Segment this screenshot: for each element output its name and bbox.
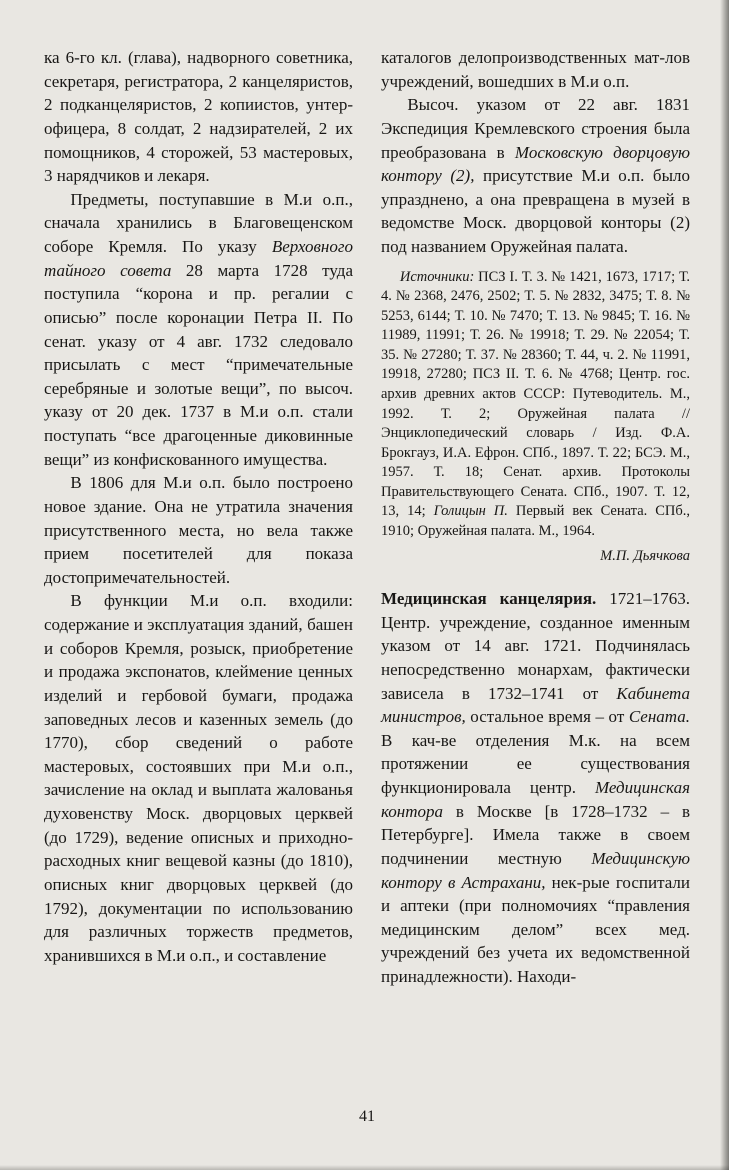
text-run: остальное время – от <box>465 707 629 727</box>
italic-run: Верховного тайного совета <box>44 237 353 280</box>
paragraph <box>44 589 353 967</box>
italic-run: Медицинскую контору в Астрахани, <box>381 848 690 892</box>
italic-run: Кабинета министров, <box>381 683 690 727</box>
paragraph <box>381 587 690 989</box>
text-run: В функции М.и о.п. входили: содержание и эксплуатация зданий, башен и соборов Кремля, розыск, приобретение и продажа экспонатов, клеймение ценных изделий и гербовой бумаги, продажа заповедных лесов и казенных земель (до 1770), сбор сведений о работе мастеровых, состоявших при М.и о.п., зачисление на оклад и выплата жалованья духовенству Моск. дворцовых церквей (до 1729), ведение описных и приходно-расходных книг вещевой казны (до 1810), описных книг дворцовых церквей (до 1792), документации по использованию для различных торжеств предметов, хранившихся в М.и о.п., и составление <box>44 591 353 965</box>
italic-run: Сената. <box>628 707 690 727</box>
paragraph <box>44 471 353 589</box>
text-run: В 1806 для М.и о.п. было построено новое здание. Она не утратила значения присутственного места, но вела также прием посетителей для показа достопримечательностей. <box>44 473 353 587</box>
text-run: 28 марта 1728 туда поступила “корона и пр. регалии с описью” после коронации Петра II. По сенат. указу от 4 авг. 1732 следовало присылать с мест “примечательные серебряные и золотые вещи”, по высоч. указу от 20 дек. 1737 в М.и о.п. стали поступать “все драгоценные диковинные вещи” из конфискованного имущества. <box>44 260 353 469</box>
italic-run: Голицын П. <box>433 503 508 520</box>
text-run: Высоч. указом от 22 авг. 1831 Экспедиция Кремлевского строения была преобразована в <box>381 95 690 162</box>
text-run: Предметы, поступавшие в М.и о.п., сначала хранились в Благовещенском соборе Кремля. По указу <box>44 189 353 256</box>
two-column-text-block <box>44 46 690 989</box>
column-right <box>381 46 690 989</box>
italic-run: Московскую дворцовую контору (2), <box>381 142 690 186</box>
italic-run: Источники: <box>399 268 475 285</box>
paragraph <box>381 268 690 542</box>
text-run: М.П. Дьячкова <box>600 547 690 564</box>
text-run: ка 6-го кл. (глава), надворного советника, секретаря, регистратора, 2 канцеляристов, 2 подканцеляристов, 2 копиистов, унтер-офицера, 8 солдат, 2 надзирателей, 2 их помощников, 4 сторожей, 53 мастеровых, 3 нарядчиков и лекаря. <box>44 48 353 186</box>
text-run: нек-рые госпитали и аптеки (при полномочиях “правления медицинским делом” всех мед. учреждений без учета их ведомственной принадлежности). Находи- <box>381 872 690 987</box>
paragraph <box>381 547 690 567</box>
column-left <box>44 46 353 989</box>
entry-headword: Медицинская канцелярия. <box>381 589 597 609</box>
italic-run: Медицинская контора <box>381 778 690 821</box>
text-run: Первый век Сената. СПб., 1910; Оружейная палата. М., 1964. <box>381 503 690 539</box>
text-run: в Москве [в 1728–1732 – в Петербурге]. Имела также в своем подчинении местную <box>381 801 690 868</box>
paragraph <box>44 188 353 472</box>
text-run: В кач-ве отделения М.к. на всем протяжении ее существования функционировала центр. <box>381 730 690 798</box>
paragraph <box>381 46 690 93</box>
paragraph <box>44 46 353 188</box>
text-run: каталогов делопроизводственных мат-лов учреждений, вошедших в М.и о.п. <box>381 48 690 91</box>
text-run: присутствие М.и о.п. было упразднено, а она превращена в музей в ведомстве Моск. дворцовой конторы (2) под названием Оружейная палата. <box>381 166 690 256</box>
text-run: ПСЗ I. Т. 3. № 1421, 1673, 1717; Т. 4. № 2368, 2476, 2502; Т. 5. № 2832, 3475; Т. 8. № 5253, 6144; Т. 10. № 7470; Т. 13. № 9845; Т. 16. № 11989, 11991; Т. 26. № 19918; Т. 29. № 22054; Т. 35. № 27280; Т. 37. № 28360; Т. 44, ч. 2. № 11991, 19918, 27280; ПСЗ II. Т. 6. № 4768; Центр. гос. архив древних актов СССР: Путеводитель. М., 1992. Т. 2; Оружейная палата // Энциклопедический словарь / Изд. Ф.А. Брокгауз, И.А. Ефрон. СПб., 1897. Т. 22; БСЭ. М., 1957. Т. 18; Сенат. архив. Протоколы Правительствующего Сената. СПб., 1907. Т. 12, 13, 14; <box>381 268 690 520</box>
text-run: 1721–1763. Центр. учреждение, созданное именным указом от 14 авг. 1721. Подчинялась непосредственно монархам, фактически зависела в 1732–1741 от <box>381 589 690 703</box>
paragraph <box>381 93 690 258</box>
page-number: 41 <box>359 1108 375 1125</box>
